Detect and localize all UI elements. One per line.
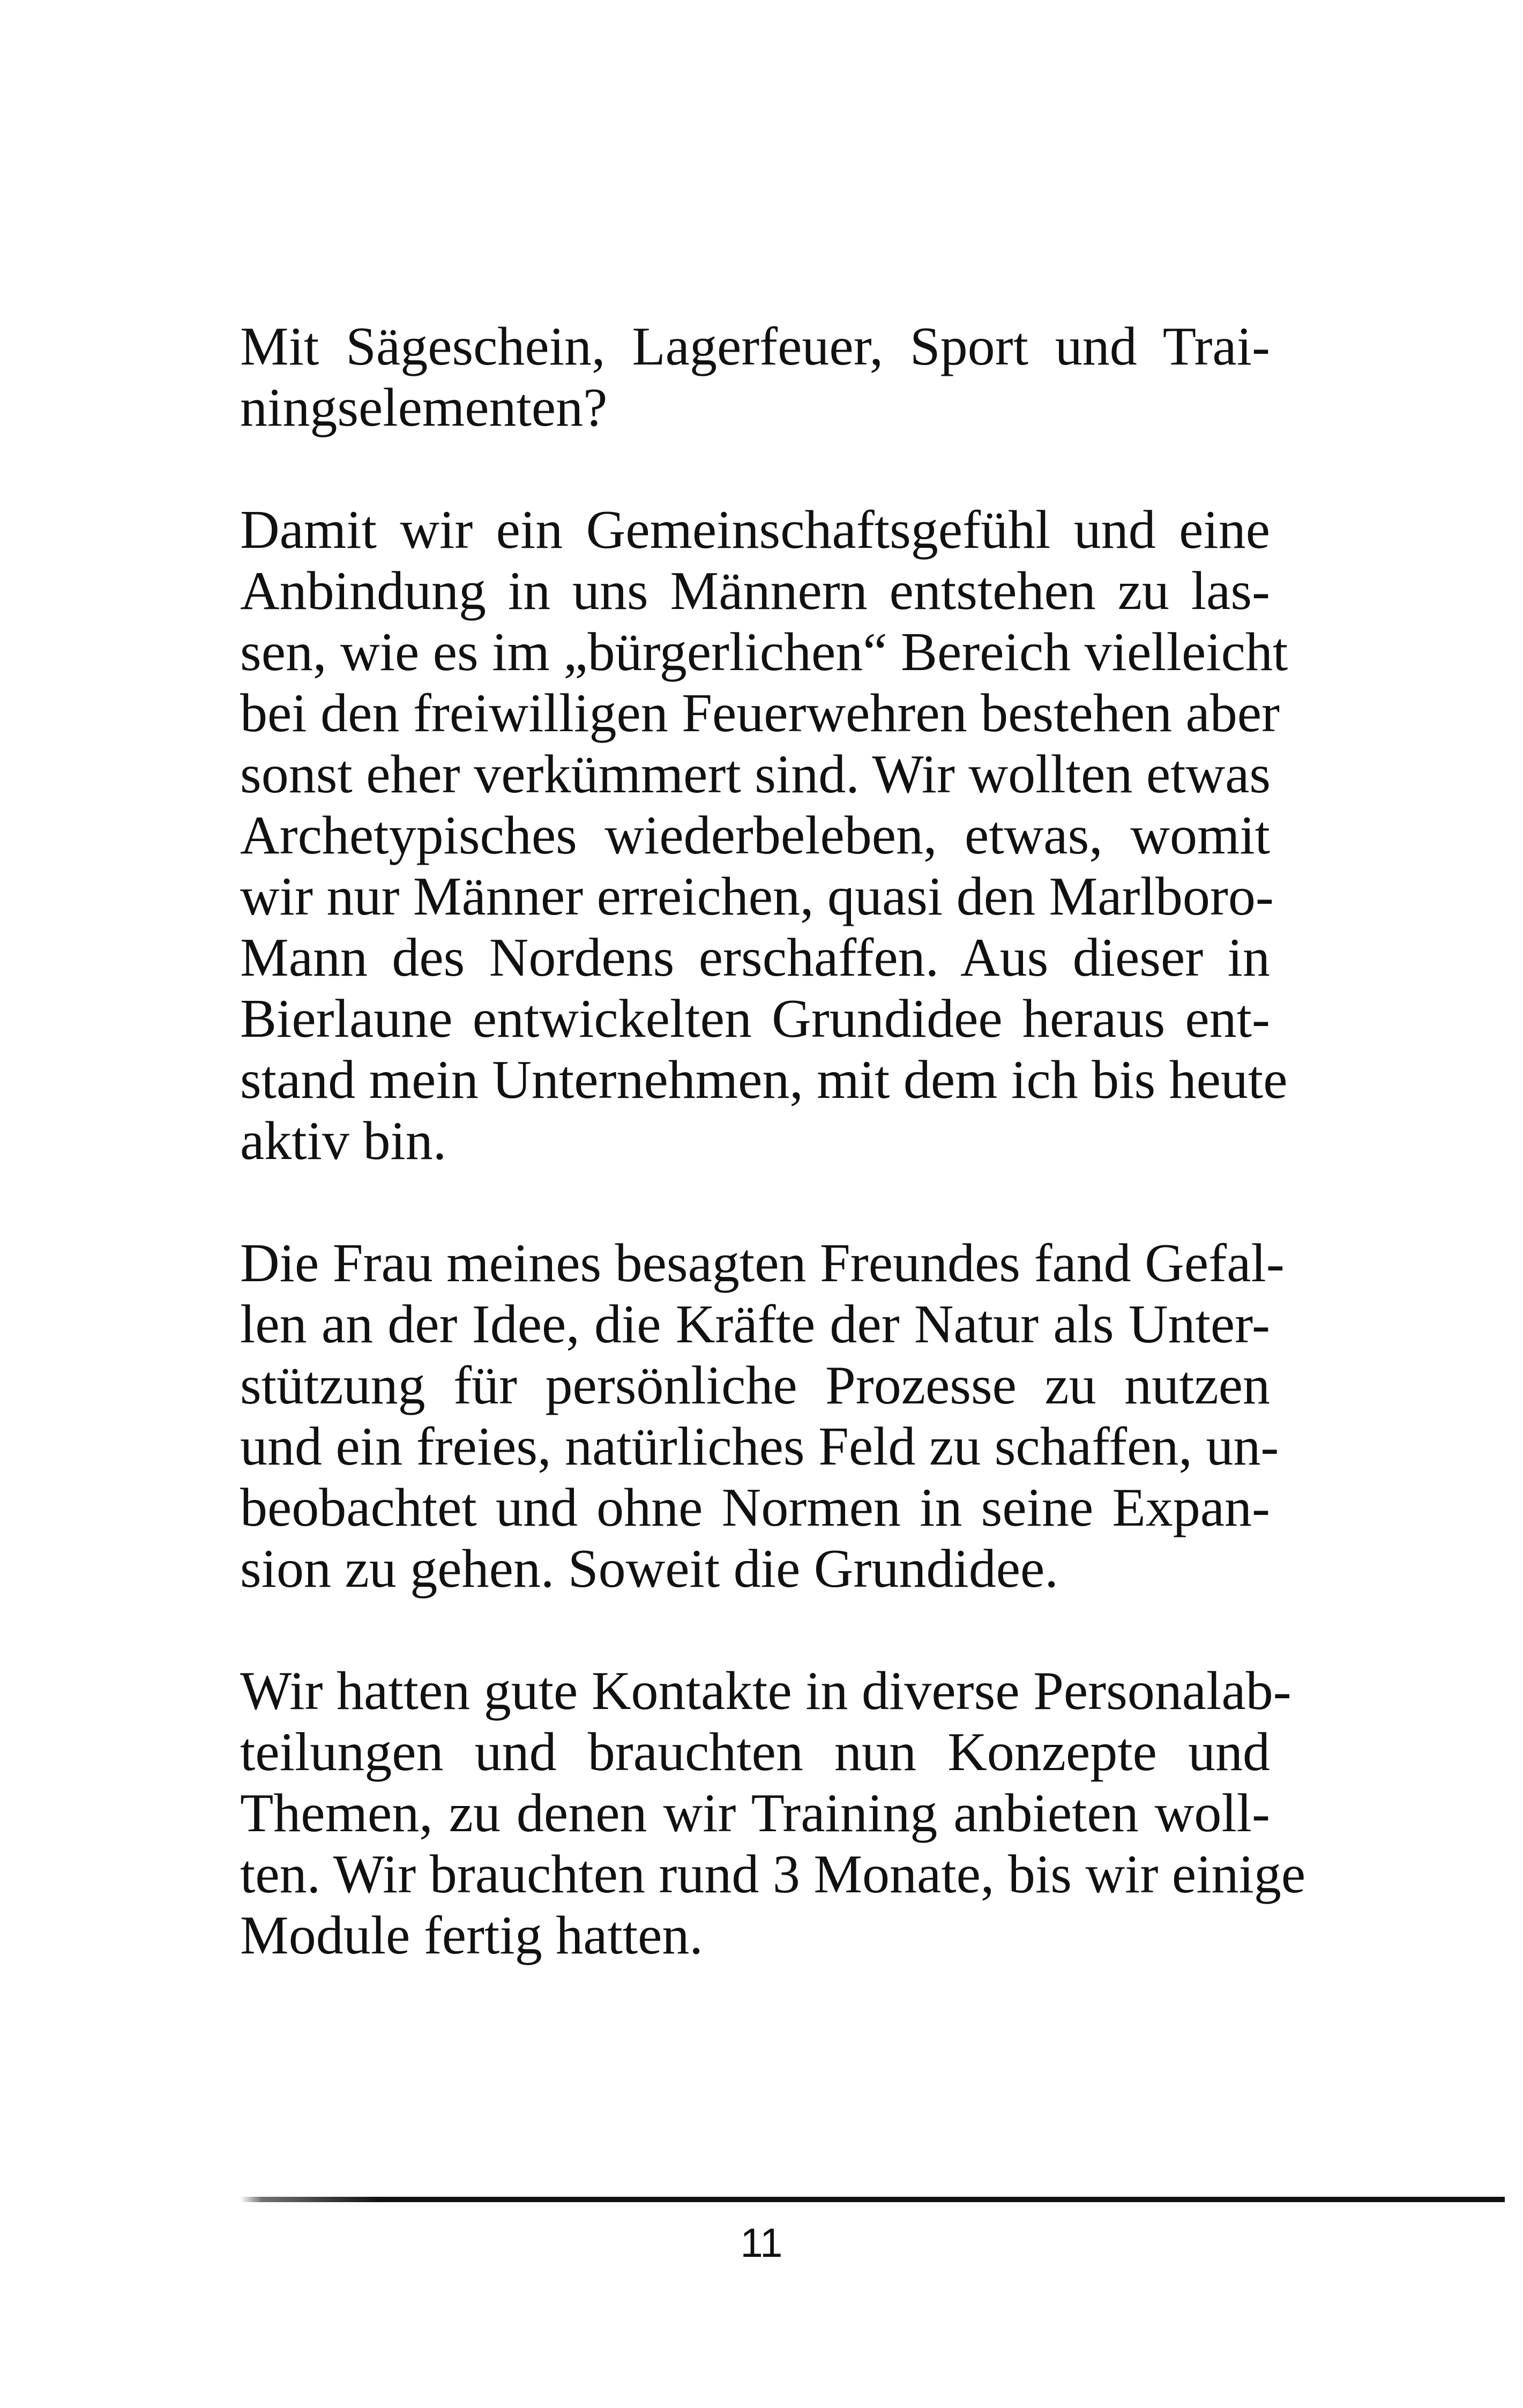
text-line: wir nur Männer erreichen, quasi den Marlboro- [240,866,1274,927]
footer-rule [240,2197,1505,2202]
text-line: teilungen und brauchten nun Konzepte und [240,1722,1270,1782]
text-line: sion zu gehen. Soweit die Grundidee. [240,1539,1058,1599]
text-line: stützung für persönliche Prozesse zu nutzen [240,1355,1270,1416]
text-line: Archetypisches wiederbeleben, etwas, womit [240,805,1270,866]
text-line: Mit Sägeschein, Lagerfeuer, Sport und Trai- [240,316,1270,377]
text-line: Mann des Nordens erschaffen. Aus dieser in [240,927,1270,988]
text-line: Themen, zu denen wir Training anbieten woll- [240,1783,1270,1844]
paragraph-2 [240,500,1288,1172]
text-line: aktiv bin. [240,1111,447,1171]
page-number: 11 [740,2220,783,2266]
body-text [240,316,1306,2027]
text-line: ningselementen? [240,377,608,438]
paragraph-4 [240,1661,1306,1966]
text-line: sen, wie es im „bürgerlichen“ Bereich vielleicht [240,622,1288,682]
text-line: len an der Idee, die Kräfte der Natur als Unter- [240,1294,1270,1355]
text-line: Module fertig hatten. [240,1905,703,1966]
paragraph-1 [240,316,1270,439]
text-line: Damit wir ein Gemeinschaftsgefühl und eine [240,500,1270,560]
text-line: Wir hatten gute Kontakte in diverse Personalab- [240,1661,1291,1721]
text-line: Die Frau meines besagten Freundes fand Gefal- [240,1233,1285,1294]
paragraph-3 [240,1233,1285,1600]
text-line: bei den freiwilligen Feuerwehren bestehen aber [240,683,1280,744]
text-line: sonst eher verkümmert sind. Wir wollten etwas [240,744,1271,805]
text-line: und ein freies, natürliches Feld zu schaffen, un- [240,1416,1279,1477]
text-line: Anbindung in uns Männern entstehen zu las- [240,561,1270,621]
text-line: beobachtet und ohne Normen in seine Expan- [240,1477,1270,1538]
text-line: Bierlaune entwickelten Grundidee heraus ent- [240,989,1270,1049]
text-line: stand mein Unternehmen, mit dem ich bis heute [240,1050,1288,1110]
text-line: ten. Wir brauchten rund 3 Monate, bis wir einige [240,1844,1306,1905]
